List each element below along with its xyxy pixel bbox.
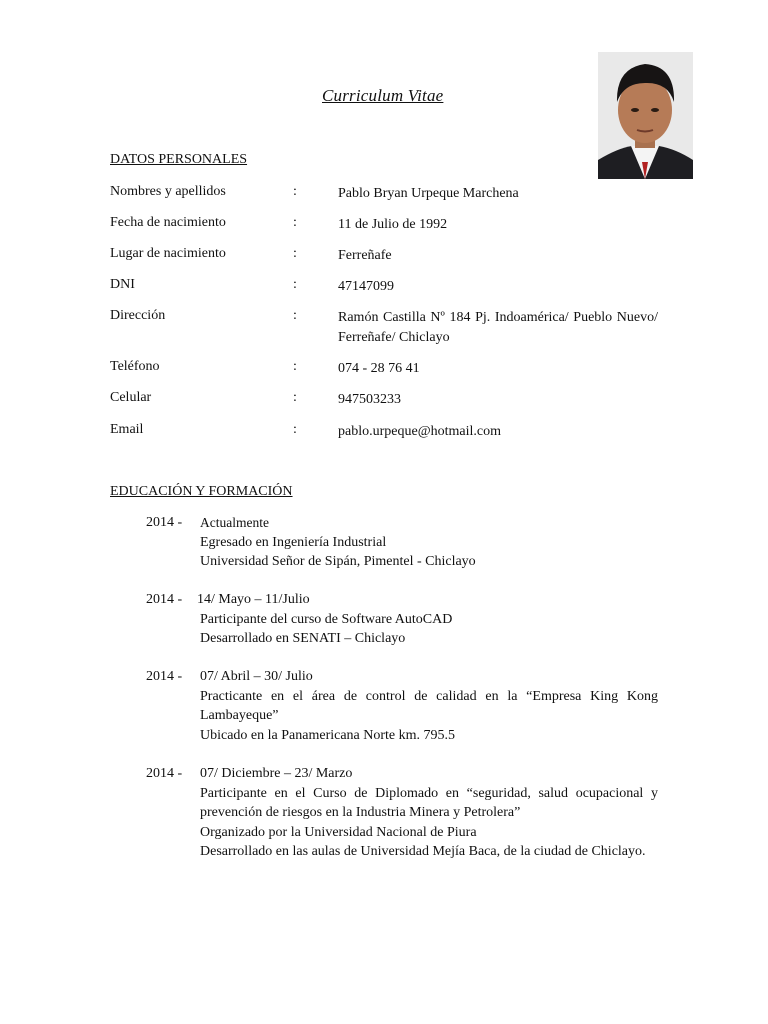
row-value: 074 - 28 76 41 bbox=[338, 361, 420, 376]
entry-body bbox=[200, 764, 658, 862]
entry-line: Participante en el Curso de Diplomado en “seguridad, salud ocupacional y prevención de riesgos en la Industria Minera y Petrolera” bbox=[200, 785, 658, 820]
entry-line: Universidad Señor de Sipán, Pimentel - Chiclayo bbox=[200, 554, 476, 569]
entry-line: Ubicado en la Panamericana Norte km. 795.5 bbox=[200, 727, 456, 743]
entry-line: Participante del curso de Software AutoCAD bbox=[200, 611, 453, 627]
row-label: Fecha de nacimiento bbox=[110, 215, 226, 230]
row-separator: : bbox=[293, 390, 297, 405]
entry-body bbox=[200, 513, 658, 572]
row-label: Teléfono bbox=[110, 359, 160, 374]
personal-data-heading: DATOS PERSONALES bbox=[110, 152, 248, 167]
profile-photo bbox=[598, 52, 693, 179]
row-value: 11 de Julio de 1992 bbox=[338, 217, 448, 232]
row-separator: : bbox=[293, 422, 297, 437]
entry-dates: 14/ Mayo – 11/Julio bbox=[197, 592, 310, 607]
row-label: Celular bbox=[110, 390, 152, 405]
row-value: Ramón Castilla Nº 184 Pj. Indoamérica/ Pueblo Nuevo/ Ferreñafe/ Chiclayo bbox=[338, 310, 658, 345]
row-separator: : bbox=[293, 184, 297, 199]
row-label: Email bbox=[110, 422, 144, 437]
document-title: Curriculum Vitae bbox=[322, 86, 444, 105]
entry-year: 2014 - bbox=[146, 766, 183, 781]
entry-dates: Actualmente bbox=[200, 515, 269, 530]
entry-line: Organizado por la Universidad Nacional de Piura bbox=[200, 824, 477, 840]
entry-line: Desarrollado en las aulas de Universidad Mejía Baca, de la ciudad de Chiclayo. bbox=[200, 844, 646, 859]
entry-year: 2014 - bbox=[146, 669, 183, 684]
entry-body bbox=[197, 590, 658, 649]
row-label: Lugar de nacimiento bbox=[110, 246, 226, 261]
entry-line: Egresado en Ingeniería Industrial bbox=[200, 534, 387, 550]
entry-year: 2014 - bbox=[146, 592, 183, 607]
education-heading: EDUCACIÓN Y FORMACIÓN bbox=[110, 484, 293, 499]
row-separator: : bbox=[293, 277, 297, 292]
entry-body bbox=[200, 667, 658, 745]
row-label: Nombres y apellidos bbox=[110, 184, 226, 199]
row-separator: : bbox=[293, 246, 297, 261]
row-separator: : bbox=[293, 308, 297, 323]
entry-dates: 07/ Abril – 30/ Julio bbox=[200, 669, 313, 684]
entry-line: Desarrollado en SENATI – Chiclayo bbox=[200, 631, 406, 646]
entry-line: Practicante en el área de control de calidad en la “Empresa King Kong Lambayeque” bbox=[200, 688, 658, 723]
entry-dates: 07/ Diciembre – 23/ Marzo bbox=[200, 766, 353, 781]
entry-year: 2014 - bbox=[146, 515, 183, 530]
row-label: DNI bbox=[110, 277, 135, 292]
row-value: Ferreñafe bbox=[338, 248, 392, 263]
row-separator: : bbox=[293, 359, 297, 374]
row-label: Dirección bbox=[110, 308, 166, 323]
row-value: pablo.urpeque@hotmail.com bbox=[338, 424, 501, 439]
row-value: 47147099 bbox=[338, 279, 394, 294]
row-separator: : bbox=[293, 215, 297, 230]
row-value: 947503233 bbox=[338, 392, 401, 407]
row-value: Pablo Bryan Urpeque Marchena bbox=[338, 186, 519, 201]
